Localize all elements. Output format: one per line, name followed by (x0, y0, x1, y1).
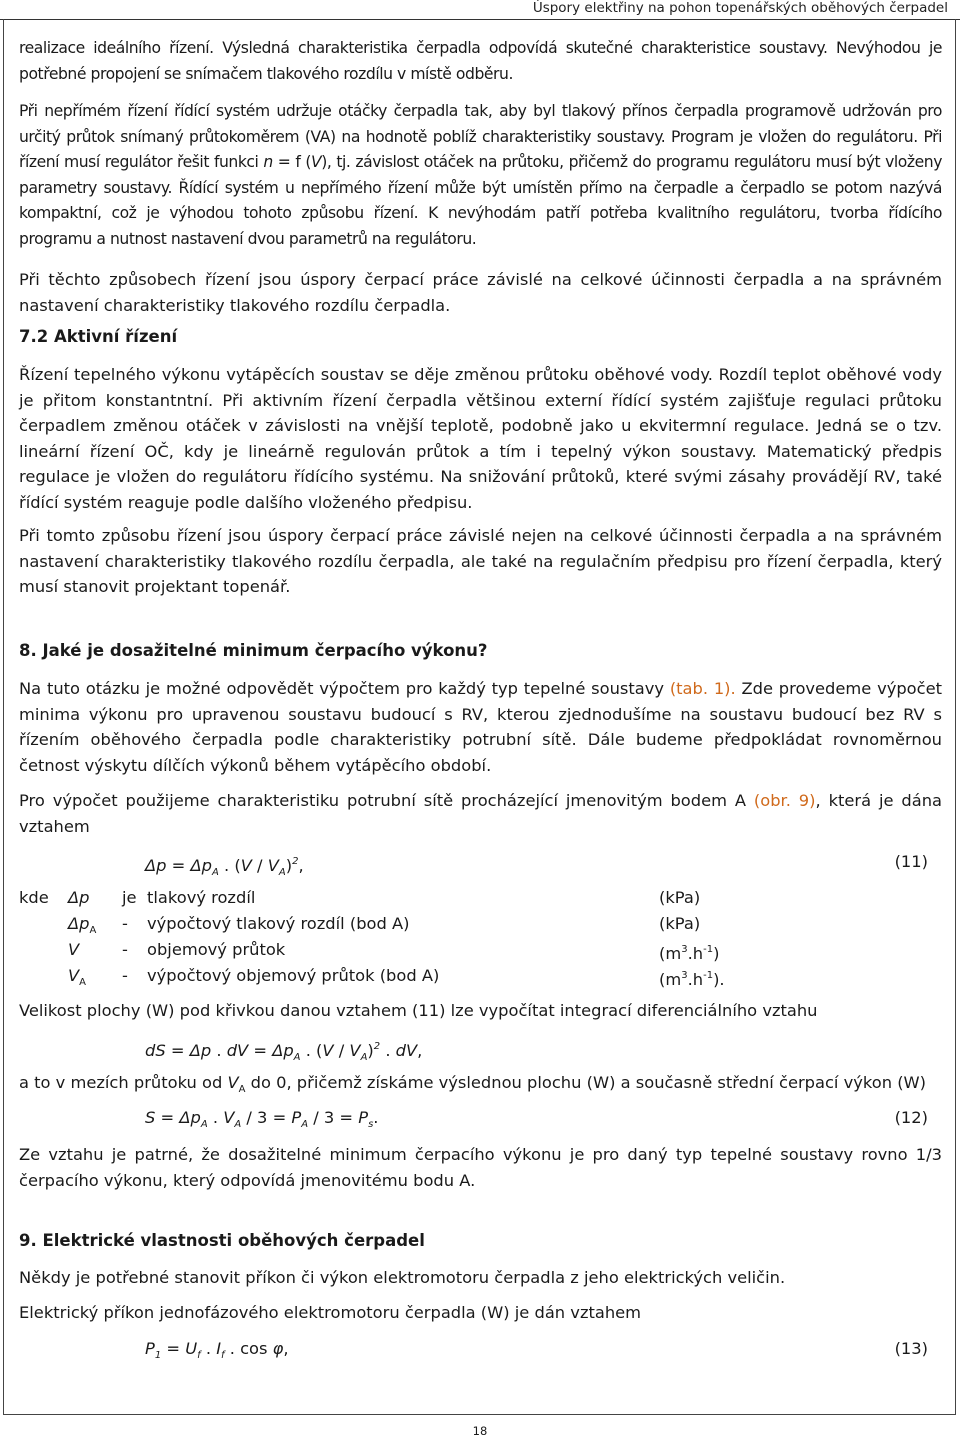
paragraph: a to v mezích průtoku od $V_A$ do 0, přičemž získáme výslednou plochu (W) a současně střední čerpací výkon (W) (19, 1073, 927, 1095)
figure-reference-link[interactable]: (obr. 9) (753, 791, 816, 810)
paragraph: Při nepřímém řízení řídící systém udržuje otáčky čerpadla tak, aby byl tlakový přínos čerpadla programově udržován pro určitý průtok snímaný průtokoměrem (VA) na hodnotě poblíž charakteristiky soustavy. Program je vložen do regulátoru. Při řízení musí regulátor řešit funkci n = f (V), tj. závislost otáček na průtoku, přičemž do programu regulátoru musí být vloženy parametry soustavy. Řídící systém u nepřímého řízení může být umístěn přímo na čerpadle a čerpadlo se potom nazývá kompaktní, což je výhodou tohoto způsobu řízení. K nevýhodám patří potřeba kvalitního regulátoru, tvorba řídícího programu a nutnost nastavení dvou parametrů na regulátoru. (19, 102, 942, 248)
section-heading-9: 9. Elektrické vlastnosti oběhových čerpadel (19, 1231, 425, 1250)
table-reference-link[interactable]: (tab. 1). (669, 679, 736, 698)
paragraph: Ze vztahu je patrné, že dosažitelné minimum čerpacího výkonu je pro daný typ tepelné soustavy rovno 1/3 čerpacího výkonu, který odpovídá jmenovitému bodu A. (19, 1145, 942, 1190)
definition-row: $V_A$ - výpočtový objemový průtok (bod A) $(m^3.h^{-1})$. (68, 966, 725, 989)
equation-12: $S = \Delta p_A$ . $V_A / 3 = P_A / 3 = P_s$. (145, 1108, 379, 1130)
paragraph: Při těchto způsobech řízení jsou úspory čerpací práce závislé na celkové účinnosti čerpadla a na správném nastavení charakteristiky tlakového rozdílu čerpadla. (19, 270, 942, 315)
page-number: 18 (472, 1424, 488, 1438)
section-heading-7-2: 7.2 Aktivní řízení (19, 327, 178, 346)
equation-number: (12) (894, 1108, 928, 1127)
equation-number: (11) (894, 852, 928, 871)
paragraph: Někdy je potřebné stanovit příkon či výkon elektromotoru čerpadla z jeho elektrických veličin. (19, 1268, 786, 1287)
equation-13: $P_1 = U_f$ . $I_f$ . cos φ, (145, 1339, 289, 1361)
running-header: Úspory elektřiny na pohon topenářských oběhových čerpadel (532, 0, 948, 16)
definition-row: V - objemový průtok $(m^3.h^{-1})$ (68, 940, 720, 963)
paragraph: realizace ideálního řízení. Výsledná charakteristika čerpadla odpovídá skutečné charakteristice soustavy. Nevýhodou je potřebné propojení se snímačem tlakového rozdílu v místě odběru. (19, 39, 942, 83)
paragraph: Při tomto způsobu řízení jsou úspory čerpací práce závislé nejen na celkové účinnosti čerpadla a na správném nastavení charakteristiky tlakového rozdílu čerpadla, ale také na regulačním předpisu pro řízení čerpadla, který musí stanovit projektant topenář. (19, 526, 942, 596)
equation-11: $\Delta p = \Delta p_A$ . $(V / V_A)^2$, (145, 856, 304, 878)
section-heading-8: 8. Jaké je dosažitelné minimum čerpacího výkonu? (19, 641, 488, 660)
equation-integral: dS = Δp . dV = $\Delta p_A$ . $(V / V_A)^2$ . dV, (145, 1041, 423, 1063)
definition-row: $\Delta p_A$ - výpočtový tlakový rozdíl (bod A) (kPa) (68, 914, 701, 936)
paragraph: Elektrický příkon jednofázového elektromotoru čerpadla (W) je dán vztahem (19, 1303, 642, 1322)
paragraph: Na tuto otázku je možné odpovědět výpočtem pro každý typ tepelné soustavy (tab. 1). Zde provedeme výpočet minima výkonu pro upravenou soustavu budoucí s RV, kterou zjednodušíme na soustavu budoucí bez RV s řízením oběhového čerpadla podle charakteristiky potrubní sítě. Dále budeme předpokládat rovnoměrnou četnost výskytu dílčích výkonů během vytápěcího období. (19, 679, 942, 775)
paragraph: Řízení tepelného výkonu vytápěcích soustav se děje změnou průtoku oběhové vody. Rozdíl teplot oběhové vody je přitom konstantntní. Při aktivním řízení čerpadla většinou externí řídící systém zajišťuje regulaci průtoku čerpadlem změnou otáček v závislosti na vnější teplotě, podobně jako u ekvitermní regulace. Jedná se o tzv. lineární řízení OČ, kdy je lineárně regulován průtok a tím i tepelný výkon soustavy. Matematický předpis regulace je vložen do regulátoru řídícího systému. Na snižování průtoků, které svými zásahy provádějí RV, také řídící systém reaguje podle dalšího vloženého předpisu. (19, 365, 942, 512)
equation-number: (13) (894, 1339, 928, 1358)
paragraph: Pro výpočet použijeme charakteristiku potrubní sítě procházející jmenovitým bodem A (obr. 9), která je dána vztahem (19, 791, 942, 836)
definition-row: kde Δp je tlakový rozdíl (kPa) (19, 888, 701, 907)
paragraph: Velikost plochy (W) pod křivkou danou vztahem (11) lze vypočítat integrací diferenciálního vztahu (19, 1001, 818, 1020)
